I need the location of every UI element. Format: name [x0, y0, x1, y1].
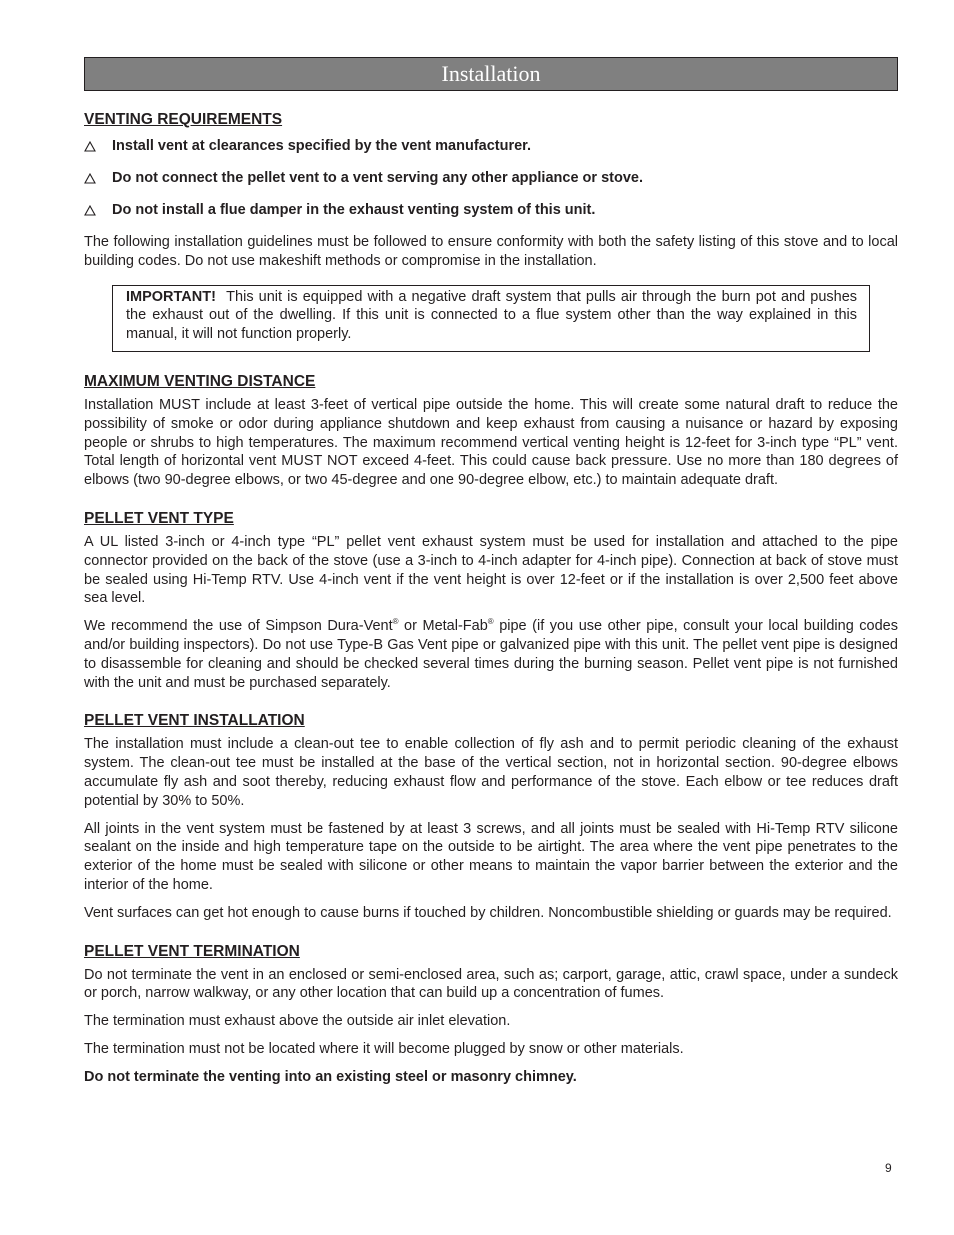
- registered-mark: ®: [487, 617, 494, 627]
- bullet-text: Install vent at clearances specified by the vent manufacturer.: [112, 138, 532, 154]
- registered-mark: ®: [392, 617, 399, 627]
- warning-triangle-icon: [84, 205, 112, 216]
- pellet-vent-termination-paragraph-1: Do not terminate the vent in an enclosed or semi-enclosed area, such as; carport, garage, attic, crawl space, under a sundeck or porch, narrow walkway, or any other location that can build up a concentration of fumes.: [84, 966, 898, 1002]
- bullet-item: [84, 137, 898, 155]
- chimney-warning: Do not terminate the venting into an existing steel or masonry chimney.: [84, 1068, 577, 1085]
- important-notice-box: [112, 285, 870, 352]
- page-content: [84, 57, 898, 1087]
- important-label: IMPORTANT!: [126, 288, 216, 305]
- page-title: Installation: [441, 61, 541, 86]
- section-header-bar: [84, 57, 898, 91]
- installation-guidelines-paragraph: The following installation guidelines must be followed to ensure conformity with both the safety listing of this stove and to local building codes. Do not use makeshift methods or compromise in the installation.: [84, 234, 898, 269]
- pellet-vent-termination-heading: PELLET VENT TERMINATION: [84, 942, 300, 960]
- text-run: pipe (if you use other pipe, consult your local building codes and/or building inspectors). Do not use Type-B Gas Vent pipe or galvanized pipe with this unit. The pellet vent pipe is designed to disassemble for cleaning and should be checked several times during the burning season. Pellet vent pipe is not furnished with the unit and must be purchased separately.: [84, 618, 898, 691]
- bullet-text: Do not install a flue damper in the exhaust venting system of this unit.: [112, 202, 596, 218]
- pellet-vent-installation-heading: PELLET VENT INSTALLATION: [84, 712, 305, 730]
- pellet-vent-installation-paragraph-1: The installation must include a clean-out tee to enable collection of fly ash and to permit periodic cleaning of the exhaust system. The clean-out tee must be installed at the base of the vertical section, not in horizontal section. 90-degree elbows accumulate fly ash and soot thereby, reducing exhaust flow and performance of the stove. Each elbow or tee reduces draft potential by 30% to 50%.: [84, 736, 898, 809]
- text-run: We recommend the use of Simpson Dura-Vent: [84, 618, 393, 635]
- warning-triangle-icon: [84, 173, 112, 184]
- pellet-vent-type-heading: PELLET VENT TYPE: [84, 509, 234, 527]
- warning-triangle-icon: [84, 141, 112, 152]
- bullet-text: Do not connect the pellet vent to a vent serving any other appliance or stove.: [112, 170, 643, 186]
- pellet-vent-type-paragraph-2: [84, 617, 898, 692]
- pellet-vent-installation-paragraph-3: Vent surfaces can get hot enough to cause burns if touched by children. Noncombustible shielding or guards may be required.: [84, 904, 892, 921]
- important-notice-text: [126, 288, 857, 344]
- maximum-venting-distance-heading: MAXIMUM VENTING DISTANCE: [84, 372, 316, 390]
- page-number: 9: [885, 1161, 892, 1175]
- pellet-vent-termination-paragraph-3: The termination must not be located where it will become plugged by snow or other materials.: [84, 1040, 684, 1057]
- text-run: or Metal-Fab: [398, 618, 488, 635]
- venting-requirements-heading: VENTING REQUIREMENTS: [84, 111, 283, 128]
- pellet-vent-termination-paragraph-2: The termination must exhaust above the outside air inlet elevation.: [84, 1013, 511, 1030]
- pellet-vent-type-paragraph-1: A UL listed 3-inch or 4-inch type “PL” pellet vent exhaust system must be used for installation and attached to the pipe connector provided on the back of the stove (use a 3-inch to 4-inch adapter for 4-inch pipe). Connection at back of stove must be sealed using Hi-Temp RTV. Use 4-inch vent if the vent height is over 12-feet or if the installation is over 2,500 feet above sea level.: [84, 533, 898, 607]
- maximum-venting-distance-paragraph: Installation MUST include at least 3-feet of vertical pipe outside the home. This will create some natural draft to reduce the possibility of smoke or odor during appliance shutdown and keep exhaust from causing a nuisance or hazard by exposing people or shrubs to high temperatures. The maximum recommend vertical venting height is 12-feet for 3-inch type “PL” vent. Total length of horizontal vent MUST NOT exceed 4-feet. This could cause back pressure. Use no more than 180 degrees of elbows (two 90-degree elbows, or two 45-degree and one 90-degree elbow, etc.) to maintain adequate draft.: [84, 396, 898, 489]
- bullet-item: [84, 201, 898, 219]
- important-body: This unit is equipped with a negative draft system that pulls air through the burn pot and pushes the exhaust out of the dwelling. If this unit is connected to a flue system other than the way explained in this manual, it will not function properly.: [126, 288, 858, 343]
- pellet-vent-installation-paragraph-2: All joints in the vent system must be fastened by at least 3 screws, and all joints must be sealed with Hi-Temp RTV silicone sealant on the inside and high temperature tape on the outside to be airtight. The area where the vent pipe penetrates to the exterior of the home must be sealed with silicone or other means to maintain the vapor barrier between the exterior and the interior of the home.: [84, 820, 898, 893]
- bullet-item: [84, 169, 898, 187]
